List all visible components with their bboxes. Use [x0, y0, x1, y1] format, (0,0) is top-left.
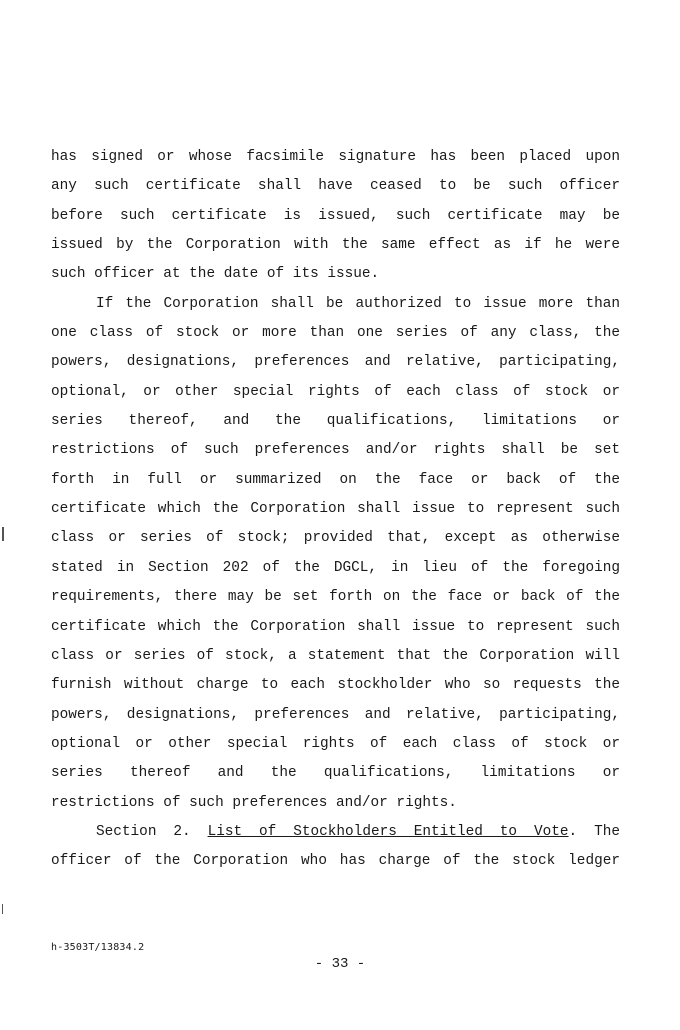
- section-title-period: .: [568, 823, 578, 840]
- text-line: optional, or other special rights of each class of stock or: [51, 383, 620, 400]
- text-line: stated in Section 202 of the DGCL, in lieu of the foregoing: [51, 559, 620, 576]
- text-line: class or series of stock, a statement that the Corporation will: [51, 647, 620, 664]
- text-line: restrictions of such preferences and/or rights.: [51, 794, 457, 811]
- paragraph-first-line: If the Corporation shall be authorized to issue more than: [96, 295, 620, 312]
- section-title: List of Stockholders Entitled to Vote: [207, 823, 569, 840]
- section-heading-line: [51, 818, 620, 847]
- text-line: forth in full or summarized on the face or back of the: [51, 471, 620, 488]
- text-line: issued by the Corporation with the same effect as if he were: [51, 237, 620, 254]
- document-code: h-3503T/13834.2: [51, 942, 145, 953]
- page-number: - 33 -: [314, 956, 366, 972]
- text-line: series thereof and the qualifications, limitations or: [51, 765, 620, 782]
- text-line: officer of the Corporation who has charge of the stock ledger: [51, 853, 620, 870]
- text-line: class or series of stock; provided that, except as otherwise: [51, 530, 620, 547]
- text-line: powers, designations, preferences and relative, participating,: [51, 354, 620, 371]
- text-line: before such certificate is issued, such certificate may be: [51, 207, 620, 224]
- text-line: any such certificate shall have ceased to be such officer: [51, 178, 620, 195]
- section-number: Section 2.: [96, 823, 191, 840]
- text-line: optional or other special rights of each class of stock or: [51, 735, 620, 752]
- text-line: requirements, there may be set forth on the face or back of the: [51, 589, 620, 606]
- text-line: powers, designations, preferences and relative, participating,: [51, 706, 620, 723]
- scan-edge-mark: [2, 904, 3, 914]
- text-line: such officer at the date of its issue.: [51, 266, 380, 283]
- text-line: has signed or whose facsimile signature has been placed upon: [51, 149, 620, 165]
- text-line: certificate which the Corporation shall issue to represent such: [51, 501, 620, 518]
- body-text: [51, 143, 620, 877]
- text-line: series thereof, and the qualifications, limitations or: [51, 413, 620, 430]
- scan-edge-mark: [2, 527, 4, 541]
- text-line: restrictions of such preferences and/or rights shall be set: [51, 442, 620, 459]
- text-line: certificate which the Corporation shall issue to represent such: [51, 618, 620, 635]
- text-line: furnish without charge to each stockholder who so requests the: [51, 677, 620, 694]
- text-line: one class of stock or more than one series of any class, the: [51, 325, 620, 342]
- section-text-start: The: [594, 823, 621, 840]
